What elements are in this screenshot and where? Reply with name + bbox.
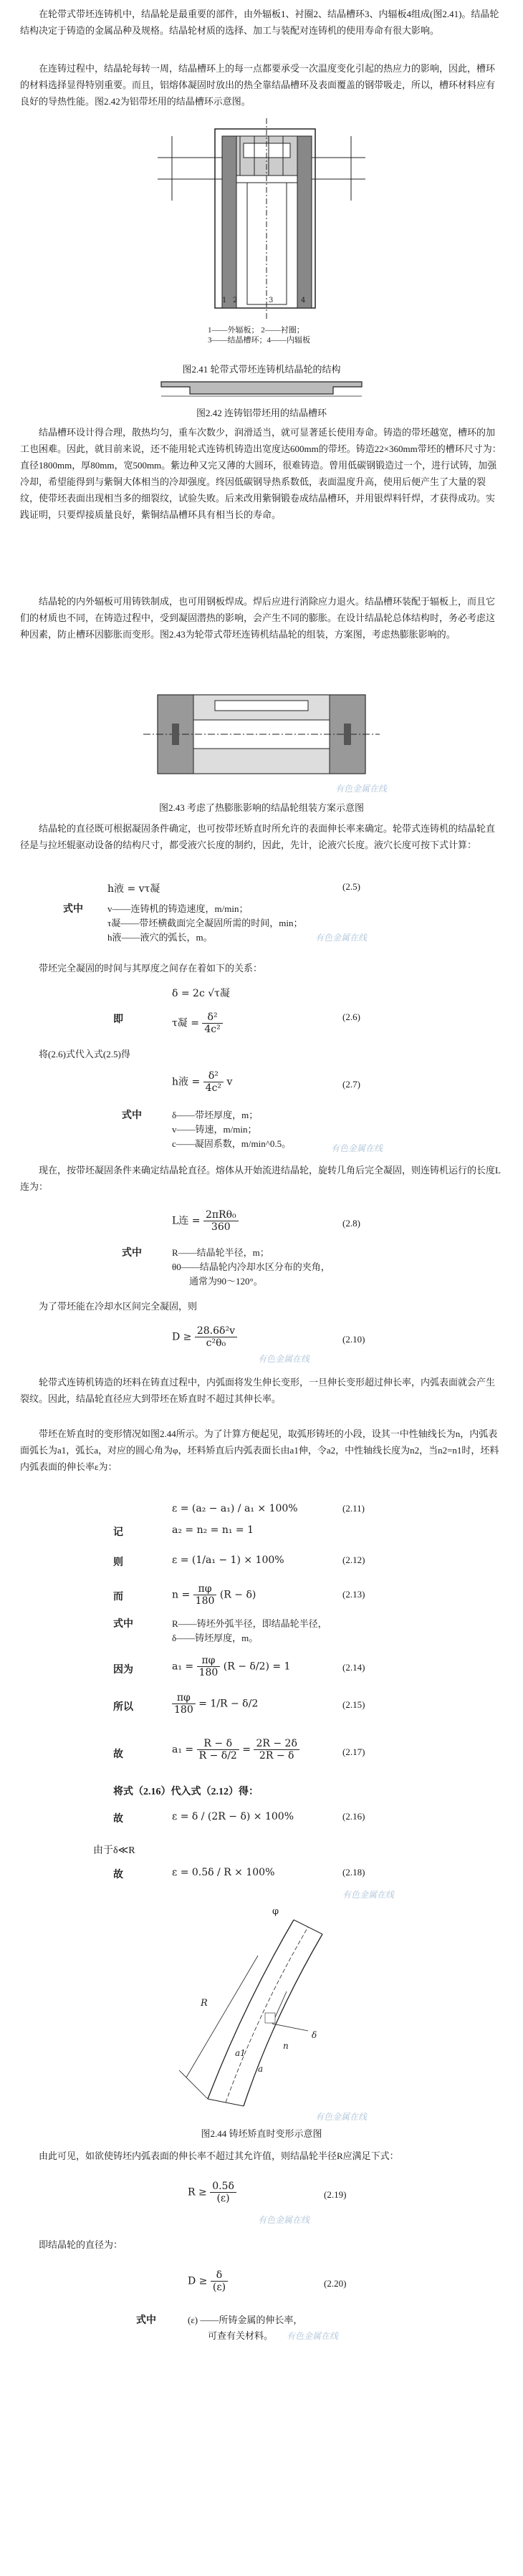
paragraph-groove-design: 结晶槽环设计得合理，散热均匀，重车次数少，润滑适当，就可显著延长使用寿命。铸造的带坯越宽，槽环的加工也困难。因此，就目前来说，还不能用轮式连铸机铸造出宽度达600mm的带坯。铸造22×360mm带坯的槽环尺寸为：直径1800mm，厚80mm，宽500mm。紫边种又完又薄的大圆环，很难铸造。曾用低碳钢锻造过一个，进行试铸，加强冷却，希望能得到与紫铜大体相当的冷却强度。终因低碳钢导热系数低，表面温度升高，使用后便产生了大量的裂纹，使带坯表面出现相当多的细裂纹，试验失败。后来改用紫铜锻卷成结晶槽环，并用银焊料钎焊，才获得成功。实践证明，只要焊接质量良好，紫铜结晶槽环具有相当长的寿命。 [20,427,502,520]
equation-2-6a: δ = 2c √τ凝 [172,988,230,999]
watermark: 有色金属在线 [335,784,388,794]
equation-2-10 [172,1325,237,1349]
equation-2-7: h液 = $\frac{\text{δ²}}{\text{4c²}}$ v [172,1070,233,1094]
def-R2: R——铸坯外弧半径，即结晶轮半径， [172,1618,327,1629]
label-gu3: 故 [113,1870,123,1880]
label-shizhong: 式中 [113,1619,133,1630]
eq215-rhs: 1/R − δ/2 [210,1698,259,1710]
eq217-frac2: $\frac{2R - 2\delta}{2R - \delta}$ [254,1738,299,1762]
equation-2-19 [188,2181,236,2204]
label-ze: 则 [113,1557,123,1568]
eq217-lhs: a₁ = [172,1744,194,1756]
equation-2-13: n = $\frac{\pi\varphi}{180}$ (R − δ) [172,1583,256,1607]
paragraph-length: 现在，按带坯凝固条件来确定结晶轮直径。熔体从开始流进结晶轮，旋转几角后完全凝固，则连铸机运行的长度L连为： [20,1165,501,1192]
label-shizhong: 式中 [122,1110,142,1121]
eq219-frac: $\frac{0.5\delta}{(\varepsilon)}$ [210,2181,236,2204]
label-jiangshi: 将式（2.16）代入式（2.12）得： [113,1787,259,1797]
paragraph-web-plates: 结晶轮的内外辐板可用铸铁制成，也可用钢板焊成。焊后应进行消除应力退火。结晶槽环装配于辐板上，而且它们的材质也不同，在铸造过程中，受到凝固潜热的影响，会产生不同的膨胀。在设计结晶轮总体结构时，务必考虑这种因素，防止槽环因膨胀而变形。图2.43为轮带式带坯连铸机结晶轮的组装，方案图，考虑热膨胀影响的。 [20,596,496,640]
fig244-label-n: n [283,2041,289,2051]
def-theta: θ0——结晶轮内冷却水区分布的夹角， [172,1261,330,1272]
caption-fig-2-44: 图2.44 铸坯矫直时变形示意图 [201,2128,322,2139]
def-delta2: δ——铸坯厚度，m。 [172,1633,259,1643]
def-delta: δ——带坯厚度，m； [172,1110,259,1120]
equation-2-6b [172,1011,223,1035]
paragraph-diameter: 结晶轮的直径既可根据凝固条件确定，也可按带坯矫直时所允许的表面伸长率来确定。轮带式连铸机的结晶轮直径是与拉坯辊驱动设备的结构尺寸，都受液穴长度的制约，因此，先计，论液穴长度。液穴长度可按下式计算： [20,823,496,850]
eqno-2-6: (2.6) [342,1011,360,1022]
eqno-2-16: (2.16) [342,1811,365,1822]
eq213-lhs: n = [172,1589,191,1601]
fig244-label-phi: φ [272,1906,279,1917]
equation-2-15: $\frac{\pi\varphi}{180}$ = 1/R − δ/2 [172,1692,258,1716]
label-er: 而 [113,1592,123,1602]
callout-2: 2 [233,297,238,304]
fig241-legend-2: 3——结晶槽环；4——内辐板 [208,336,310,345]
figure-2-43-assembly [143,681,380,788]
eqno-2-18: (2.18) [342,1867,365,1878]
label-suoyi: 所以 [113,1702,133,1713]
fig241-legend-1: 1——外辐板； 2——衬圈； [208,326,304,335]
eqno-2-12: (2.12) [342,1554,365,1565]
callout-4: 4 [301,297,306,304]
eq28-lhs: L连 = [172,1215,201,1227]
label-yinwei: 因为 [113,1665,133,1676]
caption-fig-2-43: 图2.43 考虑了热膨胀影响的结晶轮组装方案示意图 [158,802,364,813]
paragraph-cooling: 为了带坯能在冷却水区间完全凝固，则 [39,1301,198,1312]
eq27-lhs: h液 = [172,1076,201,1088]
label-shizhong: 式中 [63,904,83,915]
fig244-label-delta: δ [312,2030,317,2040]
eq219-lhs: R ≥ [188,2186,207,2198]
eqno-2-20: (2.20) [324,2278,347,2289]
def-epsilon: (ε) ——所铸金属的伸长率， [188,2315,303,2325]
eqno-2-7: (2.7) [342,1079,360,1090]
eqno-2-10: (2.10) [342,1334,365,1345]
callout-3: 3 [269,297,274,304]
label-shizhong: 式中 [136,2315,156,2326]
equation-2-12: ε = (1/a₁ − 1) × 100% [172,1554,284,1566]
label-ji2: 记 [113,1527,123,1538]
equation-2-5: h液 = vτ凝 [107,883,160,895]
eq220-lhs: D ≥ [188,2275,208,2287]
eqno-2-5: (2.5) [342,881,360,892]
fig244-label-R: R [201,1998,208,2009]
eqno-2-14: (2.14) [342,1662,365,1673]
eqno-2-17: (2.17) [342,1746,365,1757]
caption-fig-2-41: 图2.41 轮带式带坯连铸机结晶轮的结构 [182,364,341,375]
watermark: 有色金属在线 [258,2215,310,2225]
eq28-frac: $\frac{\text{2πRθ₀}}{360}$ [203,1209,239,1233]
equation-2-11: ε = (a₂ − a₁) / a₁ × 100% [172,1503,298,1514]
eq210-frac: $\frac{\text{28.6δ²v}}{\text{c²θ₀}}$ [195,1325,237,1349]
paragraph-substitute: 将(2.6)式代入式(2.5)得 [39,1049,130,1059]
eqno-2-19: (2.19) [324,2189,347,2200]
watermark: 有色金属在线 [315,933,368,943]
equation-2-8 [172,1209,239,1233]
label-ji: 即 [113,1014,123,1025]
eq27-frac: $\frac{\text{δ²}}{\text{4c²}}$ [203,1070,224,1094]
fig244-label-a1: a1 [235,2048,246,2058]
fig244-label-a: a [258,2064,264,2074]
eqno-2-13: (2.13) [342,1589,365,1600]
def-epsilon-note: 可查有关材料。 [208,2330,274,2341]
equation-2-14: a₁ = $\frac{\pi\varphi}{180}$ (R − δ/2) = 1 [172,1655,291,1678]
equation-2-20 [188,2269,228,2293]
paragraph-groove-material: 在连铸过程中，结晶轮每转一周，结晶槽环上的每一点都要承受一次温度变化引起的热应力的影响，因此，槽环的材料选择显得特别重要。而且，铝熔体凝固时放出的热全靠结晶槽环及表面覆盖的钢带吸走，所以，槽环材料应有良好的导热性能。图2.42为铝带坯用的结晶槽环示意图。 [20,63,496,107]
label-youyu: 由于δ≪R [93,1845,135,1856]
caption-fig-2-42: 图2.42 连铸铝带坯用的结晶槽环 [196,408,327,418]
equation-2-17: a₁ = $\frac{R - \delta}{R - \delta/2}$ = $\frac{2R - 2\delta}{2R - \delta}$ [172,1738,299,1762]
outer-arc [208,1920,294,2099]
eq220-frac: $\frac{\delta}{(\varepsilon)}$ [211,2269,228,2293]
watermark: 有色金属在线 [342,1890,395,1900]
paragraph-straighten: 轮带式连铸机铸造的坯料在铸直过程中，内弧面将发生伸长变形，一旦伸长变形超过伸长率，内弧表面就会产生裂纹。因此，结晶轮直径应大到带坯在矫直时不超过其伸长率。 [20,1377,496,1404]
paragraph-deformation: 带坯在矫直时的变形情况如图2.44所示。为了计算方便起见，取弧形铸坯的小段，设其一中性轴线长为n，内弧表面弧长为a1，弧长a，对应的圆心角为φ，坯料矫直后内弧表面长由a1伸，令a2，中性轴线长度为n2，当n2=n1时，坯料内弧表面的伸长率ε为： [20,1428,499,1472]
def-v: v——连铸机的铸造速度，m/min； [107,903,249,914]
def-h: h液——液穴的弧长，m。 [107,932,213,943]
watermark: 有色金属在线 [315,2112,368,2122]
def-c: c——凝固系数，m/min^0.5。 [172,1138,292,1149]
inner-web-plate [297,136,312,308]
eq213-frac: $\frac{\pi\varphi}{180}$ [193,1583,217,1607]
def-R: R——结晶轮半径，m； [172,1247,269,1258]
label-shizhong: 式中 [122,1248,142,1259]
def-tau: τ凝——带坯横截面完全凝固所需的时间，min； [107,918,303,928]
watermark: 有色金属在线 [287,2331,339,2341]
watermark: 有色金属在线 [331,1143,383,1153]
figure-2-44-straightening [165,1905,351,2113]
label-gu2: 故 [113,1814,123,1825]
paragraph-diameter-result: 即结晶轮的直径为： [39,2239,123,2250]
equation-2-16: ε = δ / (2R − δ) × 100% [172,1811,294,1822]
eq26b-lhs: τ凝 = [172,1017,199,1029]
eq26b-frac: $\frac{\text{δ²}}{\text{4c²}}$ [202,1011,222,1035]
label-gu: 故 [113,1749,123,1760]
figure-2-41-wheel-structure [129,115,394,322]
outer-web-plate [222,136,236,308]
equation-2-18: ε = 0.5δ / R × 100% [172,1867,275,1878]
def-theta-range: 通常为90～120°。 [189,1276,263,1287]
eq214-lhs: a₁ = [172,1661,194,1673]
watermark: 有色金属在线 [258,1354,310,1364]
figure-2-42-groove-ring [158,378,365,400]
def-v2: v——铸速，m/min； [172,1124,257,1135]
eq215-frac1: $\frac{\pi\varphi}{180}$ [172,1692,196,1716]
eq214-frac: $\frac{\pi\varphi}{180}$ [197,1655,221,1678]
callout-1: 1 [222,297,227,304]
paragraph-radius-condition: 由此可见，如欲使铸坯内弧表面的伸长率不超过其允许值，则结晶轮半径R应满足下式： [39,2150,399,2161]
eq210-lhs: D ≥ [172,1331,192,1343]
paragraph-solidify-time: 带坯完全凝固的时间与其厚度之间存在着如下的关系： [39,963,263,974]
paragraph-intro: 在轮带式带坯连铸机中，结晶轮是最重要的部件，由外辐板1、衬圈2、结晶槽环3、内辐板4组成(图2.41)。结晶轮结构决定于铸造的金属品种及规格。结晶轮材质的选择、加工与装配对连铸机的使用寿命有很大影响。 [20,9,499,36]
eq217-frac: $\frac{R - \delta}{R - \delta/2}$ [197,1738,239,1762]
eqno-2-15: (2.15) [342,1699,365,1710]
eqno-2-8: (2.8) [342,1218,360,1229]
equation-2-11b: a₂ = n₂ = n₁ = 1 [172,1524,254,1536]
eqno-2-11: (2.11) [342,1503,365,1514]
